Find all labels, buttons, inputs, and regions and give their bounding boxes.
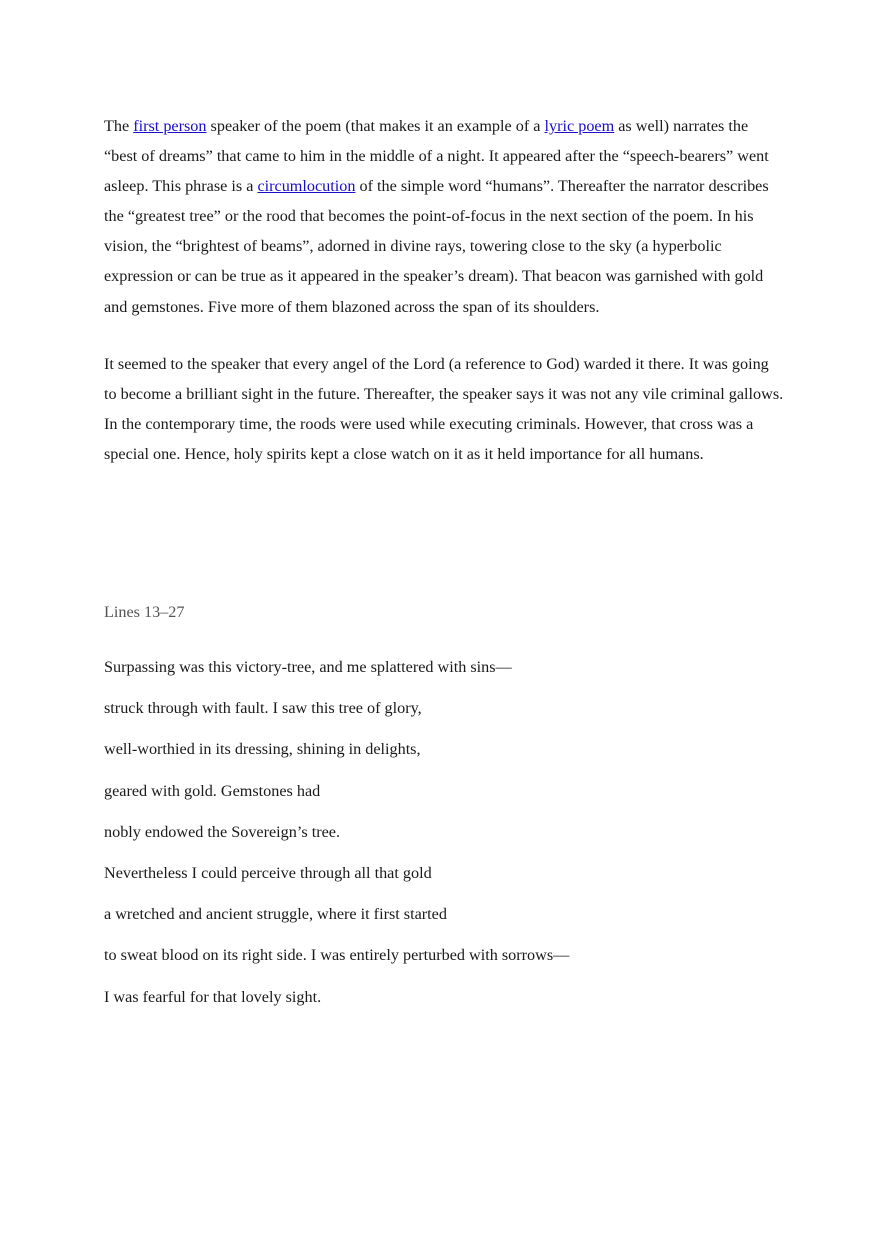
paragraph-1-text-d: of the simple word “humans”. Thereafter the narrator describes the “greatest tree” or the rood that becomes the point-of-focus in the next section of the poem. In his vision, the “brightest of beams”, adorned in divine rays, towering close to the sky (a hyperbolic expression or can be true as it appeared in the speaker’s dream). That beacon was garnished with gold and gemstones. Five more of them blazoned across the span of its shoulders. [104, 177, 769, 316]
poem-line: I was fearful for that lovely sight. [104, 987, 322, 1006]
paragraph-2: It seemed to the speaker that every angel of the Lord (a reference to God) warded it there. It was going to become a brilliant sight in the future. Thereafter, the speaker says it was not any vile criminal gallows. In the contemporary time, the roods were used while executing criminals. However, that cross was a special one. Hence, holy spirits kept a close watch on it as it held importance for all humans. [104, 354, 784, 463]
poem-line: Nevertheless I could perceive through all that gold [104, 863, 432, 882]
poem-line: a wretched and ancient struggle, where it first started [104, 905, 447, 924]
poem-line: geared with gold. Gemstones had [104, 781, 321, 800]
poem-line: struck through with fault. I saw this tree of glory, [104, 699, 422, 718]
poem-line: well-worthied in its dressing, shining in delights, [104, 740, 421, 759]
section-heading: Lines 13–27 [104, 603, 185, 621]
lyric-poem-link[interactable]: lyric poem [544, 117, 615, 135]
poem-excerpt [104, 655, 569, 1026]
article-body [104, 111, 784, 469]
poem-line: Surpassing was this victory-tree, and me splattered with sins— [104, 658, 512, 676]
poem-line: to sweat blood on its right side. I was entirely perturbed with sorrows— [104, 946, 570, 965]
paragraph-1-text-b: speaker of the poem (that makes it an example of a [206, 117, 545, 135]
paragraph-1 [104, 111, 784, 322]
paragraph-1-text-c: as well) narrates the “best of dreams” that came to him in the middle of a night. It appeared after the “speech-bearers” went asleep. This phrase is a [104, 117, 769, 196]
first-person-link[interactable]: first person [133, 117, 207, 135]
paragraph-1-text-a: The [104, 117, 134, 135]
circumlocution-link[interactable]: circumlocution [257, 177, 356, 196]
poem-line: nobly endowed the Sovereign’s tree. [104, 822, 341, 841]
